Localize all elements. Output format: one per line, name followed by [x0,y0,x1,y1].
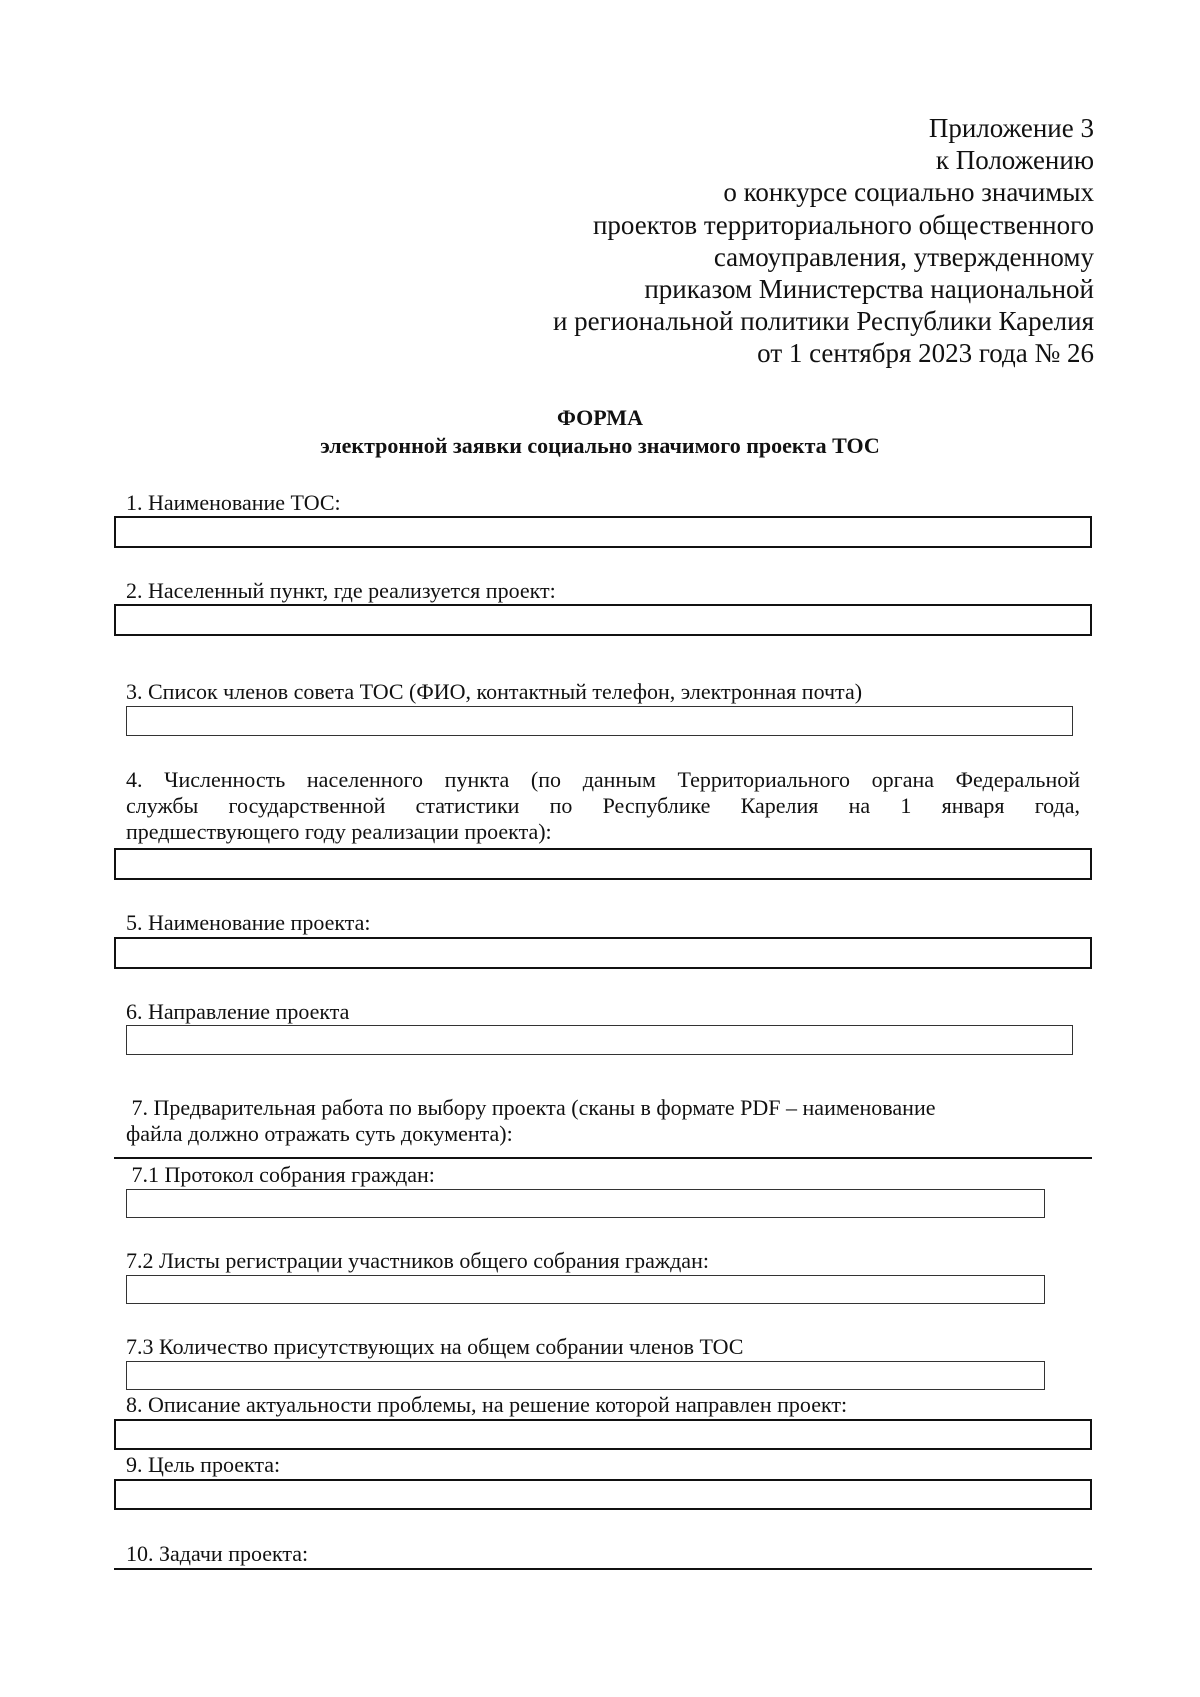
meeting-protocol-field[interactable] [126,1189,1045,1218]
appendix-line: и региональной политики Республики Карелия [552,306,1094,337]
registration-sheets-field[interactable] [126,1275,1045,1304]
question-2-label: 2. Населенный пункт, где реализуется проект: [126,578,556,603]
question-4-line: 4. Численность населенного пункта (по данным Территориального органа Федеральной [126,767,1080,792]
project-direction-field[interactable] [126,1025,1073,1055]
question-7-1-label: 7.1 Протокол собрания граждан: [126,1162,435,1187]
question-7-line: 7. Предварительная работа по выбору проекта (сканы в формате PDF – наименование [126,1095,936,1120]
question-5-label: 5. Наименование проекта: [126,910,371,935]
form-subtitle: электронной заявки социально значимого проекта ТОС [320,433,880,458]
appendix-line: о конкурсе социально значимых [723,177,1094,208]
appendix-header [553,112,1094,370]
question-9-label: 9. Цель проекта: [126,1452,281,1477]
project-tasks-underline[interactable] [114,1568,1092,1570]
question-4-label [126,767,1080,845]
question-1-label: 1. Наименование ТОС: [126,490,341,515]
question-7-3-label: 7.3 Количество присутствующих на общем собрании членов ТОС [126,1334,744,1359]
appendix-line: к Положению [935,145,1094,176]
appendix-line: самоуправления, утвержденному [713,241,1094,272]
appendix-line: Приложение 3 [928,113,1094,143]
toc-name-field[interactable] [114,516,1092,548]
question-4-line: службы государственной статистики по Республике Карелия на 1 января года, [126,793,1080,818]
appendix-line: от 1 сентября 2023 года № 26 [757,338,1094,369]
question-6-label: 6. Направление проекта [126,999,350,1024]
appendix-line: проектов территориального общественного [592,209,1094,240]
appendix-line: приказом Министерства национальной [644,274,1094,305]
council-members-field[interactable] [126,706,1073,736]
problem-description-field[interactable] [114,1419,1092,1450]
project-goal-field[interactable] [114,1479,1092,1510]
question-7-2-label: 7.2 Листы регистрации участников общего собрания граждан: [126,1248,709,1273]
locality-field[interactable] [114,604,1092,636]
population-field[interactable] [114,848,1092,880]
question-7-line: файла должно отражать суть документа): [126,1121,513,1146]
question-8-label: 8. Описание актуальности проблемы, на решение которой направлен проект: [126,1392,848,1417]
question-7-label [126,1095,935,1147]
section-7-divider [114,1157,1092,1159]
form-title: ФОРМА [557,405,643,430]
question-4-line: предшествующего году реализации проекта): [126,819,552,844]
project-name-field[interactable] [114,937,1092,969]
question-3-label: 3. Список членов совета ТОС (ФИО, контактный телефон, электронная почта) [126,679,863,704]
attendees-count-field[interactable] [126,1361,1045,1390]
question-10-label: 10. Задачи проекта: [126,1541,309,1566]
